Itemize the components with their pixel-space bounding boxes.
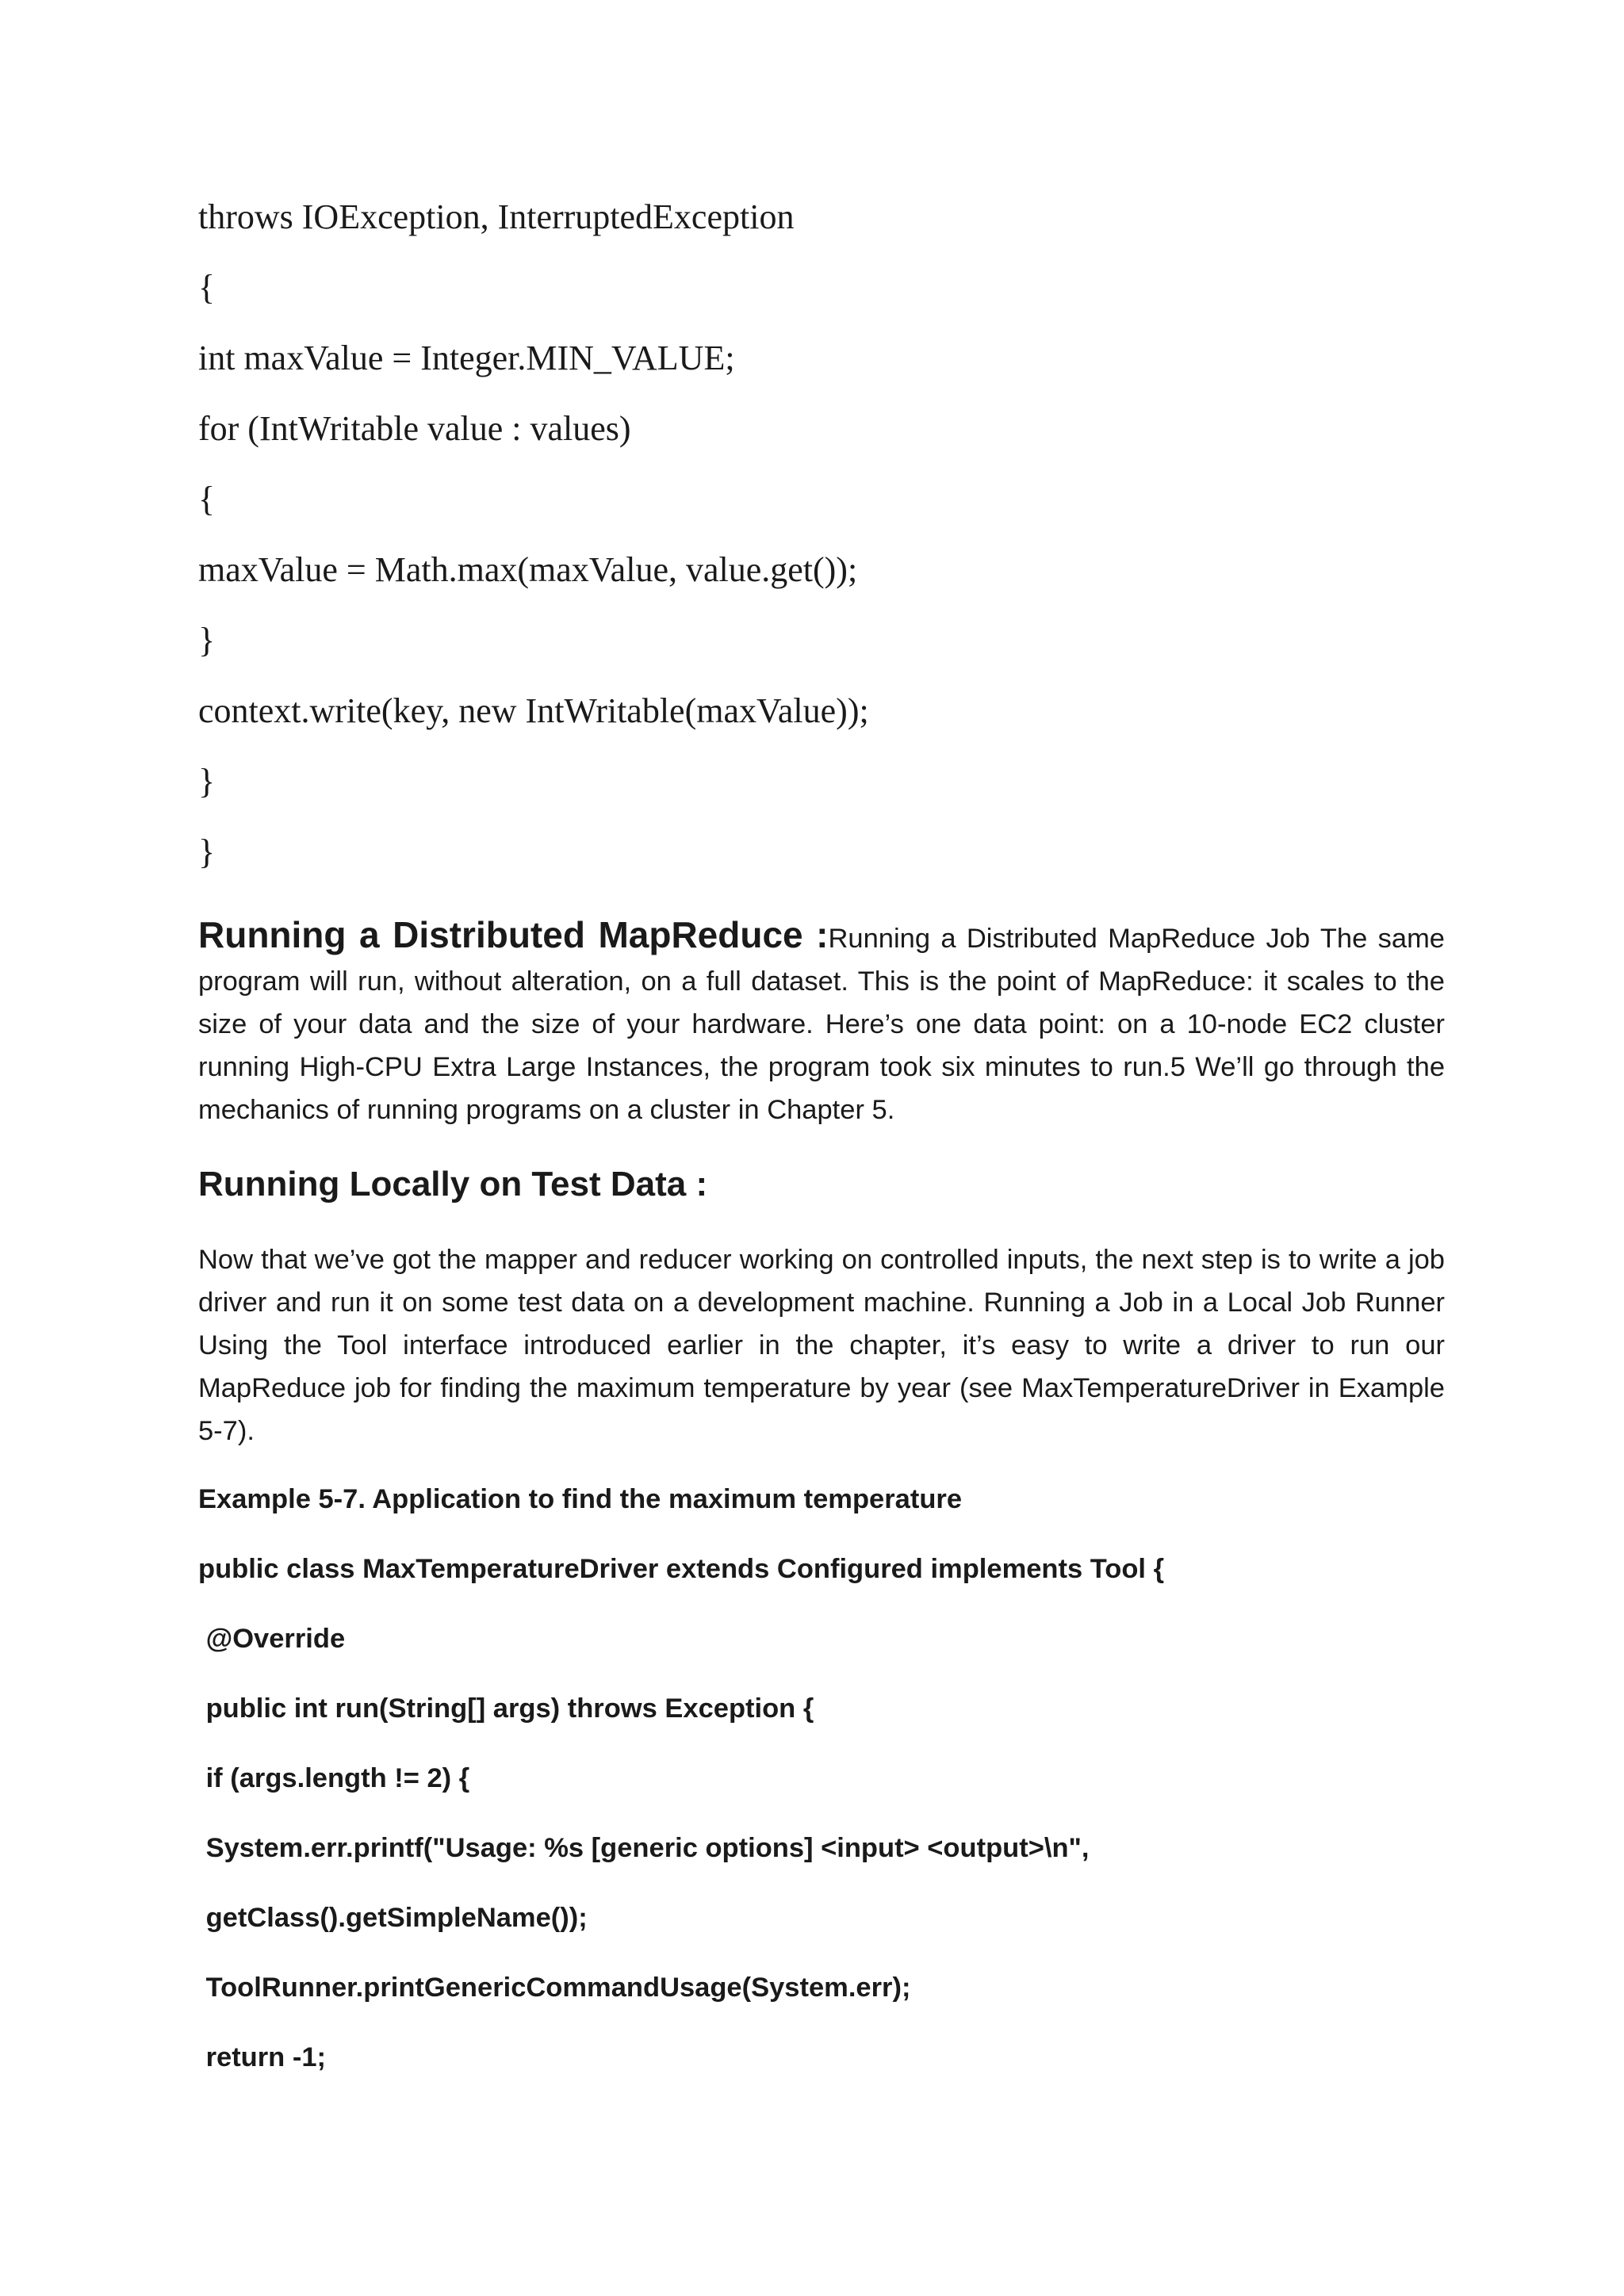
code-line: getClass().getSimpleName());	[198, 1903, 588, 1933]
code-line: maxValue = Math.max(maxValue, value.get());	[198, 550, 858, 589]
code-line: public class MaxTemperatureDriver extends Configured implements Tool {	[198, 1554, 1165, 1584]
code-line: throws IOException, InterruptedException	[198, 197, 795, 236]
code-line: public int run(String[] args) throws Exception {	[198, 1693, 814, 1724]
document-page	[198, 0, 1445, 2296]
code-line: {	[198, 480, 216, 519]
code-line: @Override	[198, 1624, 346, 1654]
section-distributed-body: Running a Distributed MapReduce Job The same program will run, without alteration, on a full dataset. This is the point of MapReduce: it scales to the size of your data and the size of your hardware. Here’s one data point: on a 10-node EC2 cluster running High-CPU Extra Large Instances, the program took six minutes to run.5 We’ll go through the mechanics of running programs on a cluster in Chapter 5.	[198, 924, 1445, 1125]
code-line: return -1;	[198, 2042, 327, 2072]
code-line: }	[198, 832, 216, 871]
code-line: for (IntWritable value : values)	[198, 409, 631, 448]
code-line: int maxValue = Integer.MIN_VALUE;	[198, 339, 735, 377]
section-distributed	[198, 913, 1445, 1131]
code-line: System.err.printf("Usage: %s [generic options] <input> <output>\n",	[198, 1833, 1090, 1863]
section-distributed-heading: Running a Distributed MapReduce :	[198, 914, 829, 955]
example-caption: Example 5-7. Application to find the maximum temperature	[198, 1484, 963, 1514]
code-line: {	[198, 268, 216, 307]
code-line: if (args.length != 2) {	[198, 1763, 470, 1793]
code-line: }	[198, 762, 216, 801]
section-local-heading: Running Locally on Test Data :	[198, 1165, 708, 1203]
code-line: }	[198, 621, 216, 660]
code-line: context.write(key, new IntWritable(maxValue));	[198, 691, 869, 730]
code-line: ToolRunner.printGenericCommandUsage(System.err);	[198, 1973, 911, 2003]
section-local-body: Now that we’ve got the mapper and reducer working on controlled inputs, the next step is to write a job driver and run it on some test data on a development machine. Running a Job in a Local Job Runner Using the Tool interface introduced earlier in the chapter, it’s easy to write a driver to run our MapReduce job for finding the maximum temperature by year (see MaxTemperatureDriver in Example 5-7).	[198, 1245, 1445, 1446]
